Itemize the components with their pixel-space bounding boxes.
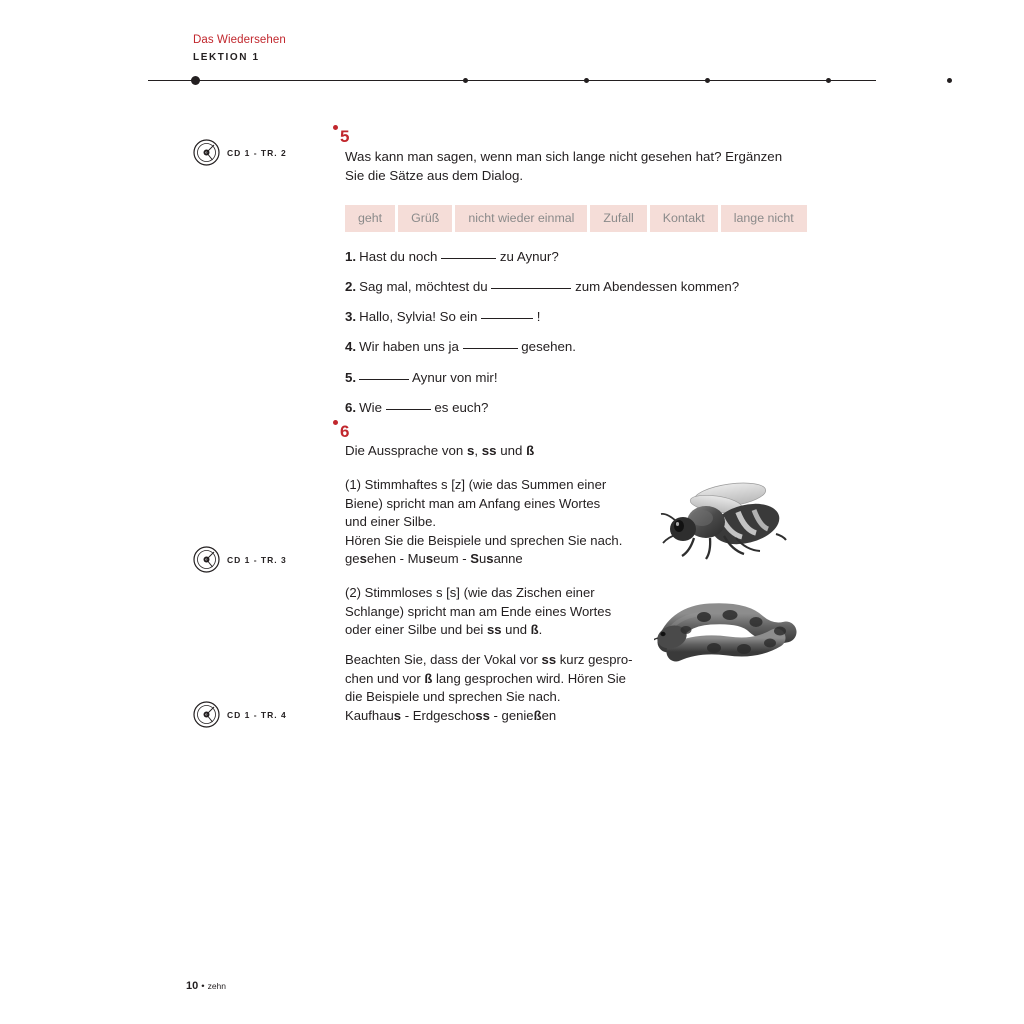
cd-icon — [193, 701, 220, 728]
page-footer — [186, 980, 226, 992]
wordbank-chip[interactable]: lange nicht — [721, 205, 807, 232]
progress-dot-current — [191, 76, 200, 85]
exercise-6-paragraph-2 — [345, 584, 645, 640]
wordbank-chip[interactable]: Zufall — [590, 205, 646, 232]
progress-line — [148, 80, 876, 81]
line-part: oder einer Silbe und bei — [345, 622, 487, 638]
exercise-5-number — [333, 123, 349, 145]
title-bold-s: s — [466, 443, 475, 458]
exercise-item — [345, 398, 865, 416]
exercise-item — [345, 277, 865, 295]
answer-blank[interactable] — [491, 277, 571, 289]
line-part: und — [501, 622, 531, 638]
audio-marker-track-3 — [193, 546, 287, 573]
audio-marker-label: CD 1 - TR. 3 — [227, 554, 287, 565]
progress-rule — [148, 80, 876, 92]
exercise-item — [345, 307, 865, 325]
exercise-5-instruction: Was kann man sagen, wenn man sich lange nicht gesehen hat? Ergänzen Sie die Sätze aus dem Dialog. — [345, 149, 783, 184]
footer-separator: • — [201, 981, 205, 992]
paragraph-line: und einer Silbe. — [345, 514, 436, 530]
title-bold-sz: ß — [526, 443, 535, 458]
line-part: Beachten Sie, dass der Vokal vor — [345, 652, 542, 667]
exercise-bullet-icon — [333, 125, 338, 130]
progress-dot — [705, 78, 710, 83]
line-part: lang gesprochen wird. Hören Sie — [432, 670, 626, 686]
item-number: 2. — [345, 279, 357, 295]
answer-blank[interactable] — [359, 368, 409, 380]
line-bold-ss: ss — [541, 652, 557, 667]
wordbank-chip[interactable]: nicht wieder einmal — [455, 205, 587, 232]
paragraph-line — [345, 651, 645, 670]
bee-photo — [654, 478, 800, 575]
lesson-label: LEKTION 1 — [193, 51, 260, 63]
paragraph-line — [345, 670, 645, 689]
answer-blank[interactable] — [481, 307, 533, 319]
audio-marker-track-4 — [193, 701, 287, 728]
page-number-word: zehn — [207, 981, 227, 991]
line-bold-ss: ss — [486, 622, 502, 638]
exercise-item — [345, 247, 865, 265]
wordbank-chip[interactable]: geht — [345, 205, 395, 232]
item-text-before: Wir haben uns ja — [359, 339, 463, 355]
line-bold-sz: ß — [530, 622, 539, 638]
paragraph-examples-1: gesehen - Museum - Susanne — [345, 551, 523, 567]
progress-dot — [947, 78, 952, 83]
item-text-after: Aynur von mir! — [409, 369, 498, 385]
exercise-6-paragraph-1 — [345, 476, 645, 569]
exercise-6-paragraph-3 — [345, 651, 645, 725]
line-part: kurz gespro- — [556, 652, 633, 667]
item-number: 5. — [345, 369, 357, 385]
exercise-6-number — [333, 418, 349, 440]
item-text-after: es euch? — [430, 399, 489, 415]
paragraph-line: Schlange) spricht man am Ende eines Wortes — [345, 603, 612, 619]
snake-photo — [654, 582, 800, 669]
item-number: 3. — [345, 309, 357, 325]
wordbank-chip[interactable]: Grüß — [398, 205, 452, 232]
title-part: Die Aussprache von — [345, 443, 467, 458]
page-header — [193, 33, 893, 63]
item-text-after: gesehen. — [517, 339, 576, 355]
item-number: 1. — [345, 249, 357, 264]
exercise-5-items — [345, 247, 865, 428]
paragraph-line: Biene) spricht man am Anfang eines Wortes — [345, 495, 601, 511]
item-text-after: ! — [533, 309, 541, 325]
cd-icon — [193, 139, 220, 166]
line-part: chen und vor — [345, 670, 425, 686]
paragraph-line — [345, 621, 645, 640]
line-part: . — [538, 622, 543, 638]
audio-marker-label: CD 1 - TR. 4 — [227, 709, 287, 720]
exercise-item — [345, 368, 865, 386]
progress-dot — [584, 78, 589, 83]
paragraph-line: (2) Stimmloses s [s] (wie das Zischen einer — [345, 585, 595, 600]
item-text-before: Hallo, Sylvia! So ein — [359, 309, 482, 325]
item-text-before: Hast du noch — [359, 249, 442, 264]
exercise-number-label: 6 — [340, 422, 350, 441]
progress-dot — [463, 78, 468, 83]
answer-blank[interactable] — [386, 398, 431, 410]
exercise-bullet-icon — [333, 420, 338, 425]
exercise-6-title — [345, 443, 534, 458]
title-part: und — [496, 443, 527, 458]
line-bold-sz: ß — [424, 670, 433, 686]
item-text-before: Sag mal, möchtest du — [359, 279, 492, 295]
wordbank-chip[interactable]: Kontakt — [650, 205, 718, 232]
paragraph-line: die Beispiele und sprechen Sie nach. — [345, 689, 561, 705]
page-number: 10 — [186, 980, 199, 992]
paragraph-examples-2: Kaufhaus - Erdgeschoss - genießen — [345, 707, 557, 723]
answer-blank[interactable] — [441, 247, 496, 259]
title-part: , — [474, 443, 482, 458]
exercise-number-label: 5 — [340, 127, 350, 146]
answer-blank[interactable] — [463, 337, 518, 349]
cd-icon — [193, 546, 220, 573]
item-number: 6. — [345, 399, 357, 415]
item-number: 4. — [345, 339, 357, 355]
item-text-after: zum Abendessen kommen? — [571, 279, 740, 295]
unit-title: Das Wiedersehen — [193, 34, 286, 46]
title-bold-ss: ss — [481, 443, 497, 458]
exercise-item — [345, 337, 865, 355]
audio-marker-track-2 — [193, 139, 287, 166]
exercise-5-wordbank — [345, 205, 807, 232]
item-text-before: Wie — [359, 399, 386, 415]
progress-dot — [826, 78, 831, 83]
paragraph-line: Hören Sie die Beispiele und sprechen Sie nach. — [345, 532, 623, 548]
item-text-after: zu Aynur? — [496, 249, 559, 264]
audio-marker-label: CD 1 - TR. 2 — [227, 147, 287, 158]
paragraph-line: (1) Stimmhaftes s [z] (wie das Summen einer — [345, 477, 607, 492]
